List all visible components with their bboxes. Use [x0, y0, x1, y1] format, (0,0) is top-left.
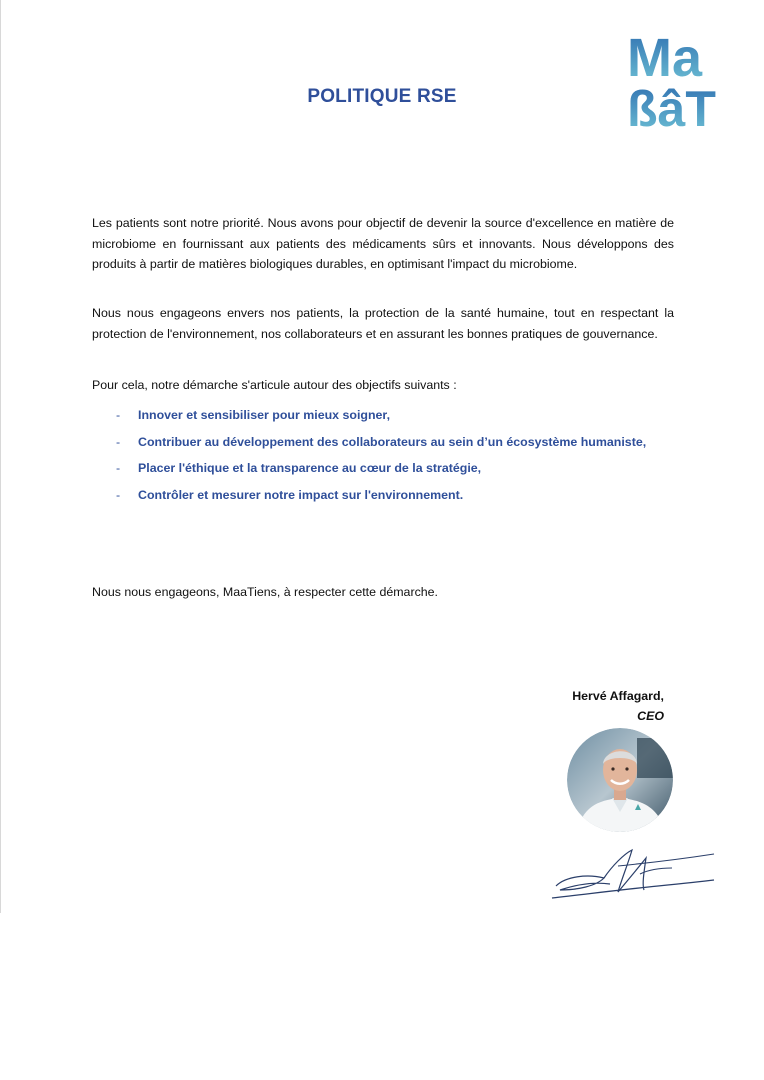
- logo-line2: ßâT: [627, 81, 716, 132]
- intro-paragraph: Les patients sont notre priorité. Nous avons pour objectif de devenir la source d'excellence en matière de microbiome en fournissant aux patients des médicaments sûrs et innovants. Nous développons des produits à partir de matières biologiques durables, en optimisant l'impact du microbiome.: [92, 216, 674, 271]
- bullet-dash: -: [116, 461, 121, 475]
- ceo-photo-avatar: [567, 728, 673, 832]
- list-item: [92, 403, 674, 428]
- bullet-dash: -: [116, 434, 121, 449]
- maat-logo: [625, 28, 725, 132]
- closing-paragraph: Nous nous engageons, MaaTiens, à respecter cette démarche.: [92, 585, 438, 599]
- logo-line1: Ma: [627, 28, 703, 88]
- list-item: [92, 483, 674, 508]
- bullet-dash: -: [116, 408, 121, 422]
- objectives-intro: Pour cela, notre démarche s'articule autour des objectifs suivants :: [92, 378, 457, 392]
- objective-text: Contrôler et mesurer notre impact sur l'environnement.: [138, 487, 464, 502]
- objective-text: Contribuer au développement des collaborateurs au sein d’un écosystème humaniste,: [138, 434, 647, 449]
- page-edge-divider: [0, 0, 1, 913]
- signer-role: CEO: [637, 709, 664, 723]
- commitment-paragraph: Nous nous engageons envers nos patients, la protection de la santé humaine, tout en respectant la protection de l'environnement, nos collaborateurs et en assurant les bonnes pratiques de gouvernance.: [92, 306, 674, 341]
- signer-name: Hervé Affagard,: [572, 689, 664, 703]
- bullet-dash: -: [116, 487, 121, 502]
- objectives-list: [92, 403, 674, 509]
- list-item: [92, 430, 674, 455]
- objective-text: Innover et sensibiliser pour mieux soigner,: [138, 408, 391, 422]
- objective-text: Placer l'éthique et la transparence au cœur de la stratégie,: [138, 461, 482, 475]
- ceo-signature: [548, 846, 718, 906]
- list-item: [92, 456, 674, 481]
- page-title: POLITIQUE RSE: [307, 86, 457, 107]
